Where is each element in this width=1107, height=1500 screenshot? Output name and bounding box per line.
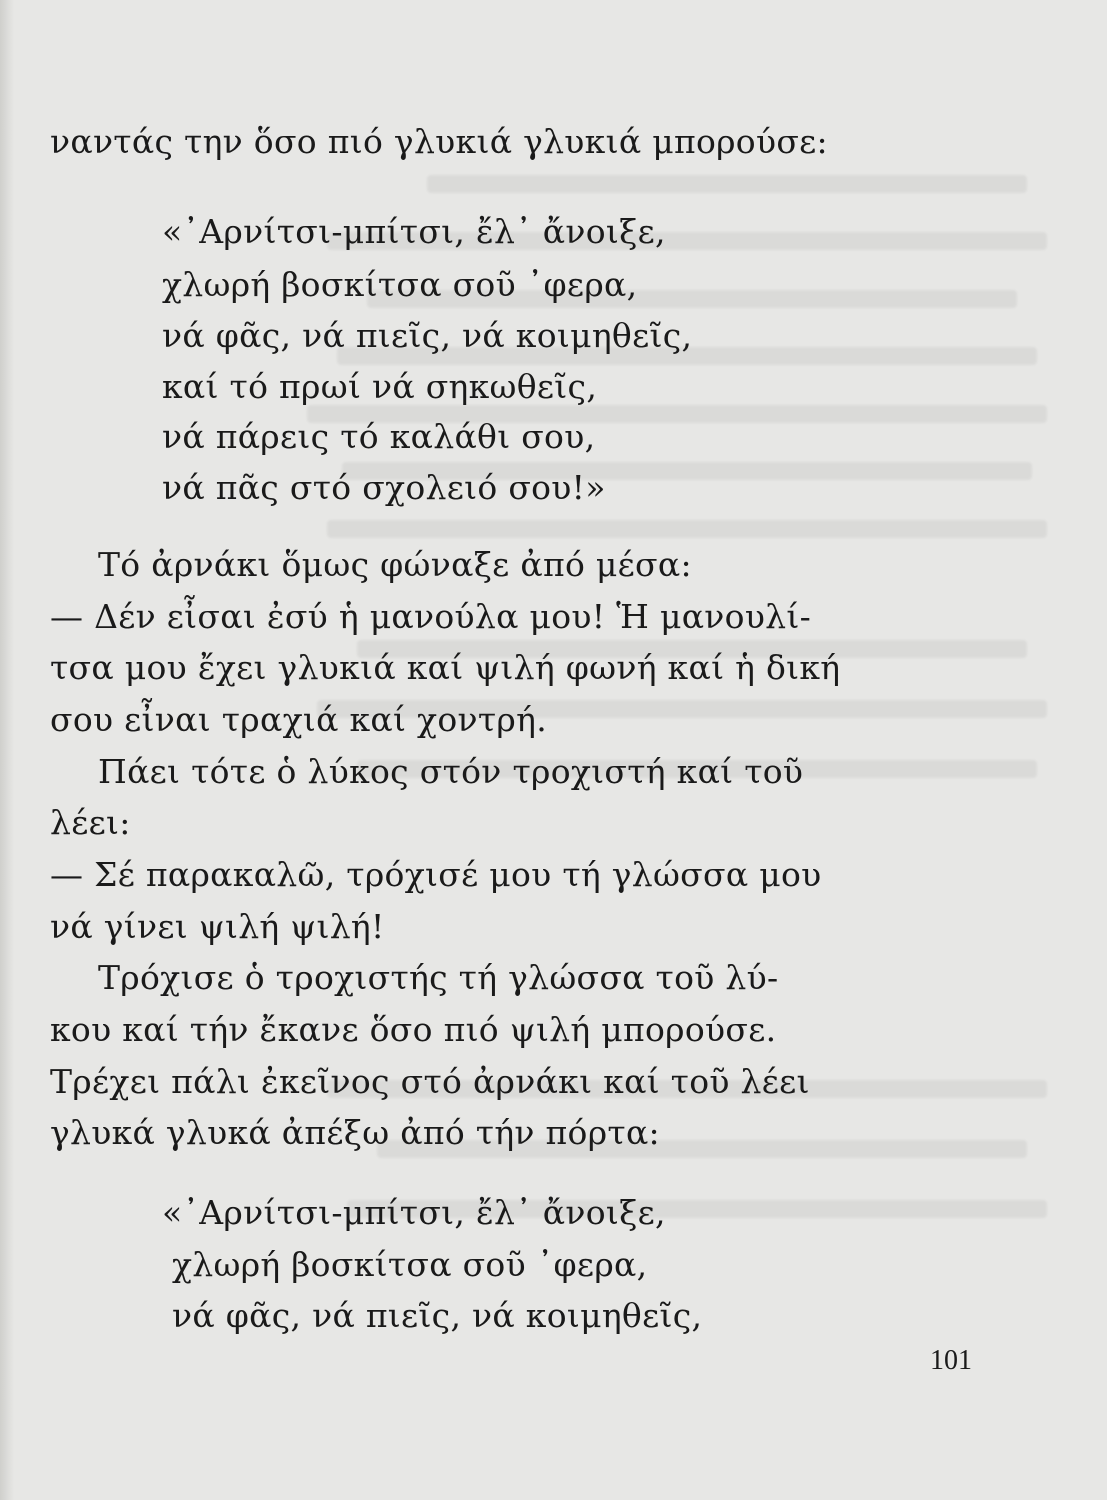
text-line: Τρόχισε ὁ τροχιστής τή γλώσσα τοῦ λύ- — [98, 958, 779, 997]
text-line: Τό ἀρνάκι ὅμως φώναξε ἀπό μέσα: — [98, 545, 692, 584]
verse-line: νά πάρεις τό καλάθι σου, — [162, 417, 596, 456]
verse-line: νά πᾶς στό σχολειό σου!» — [162, 468, 606, 507]
verse-line: χλωρή βοσκίτσα σοῦ ᾿φερα, — [162, 265, 638, 304]
text-line: τσα μου ἔχει γλυκιά καί ψιλή φωνή καί ἡ δική — [50, 648, 841, 687]
verse-line: «᾿Αρνίτσι-μπίτσι, ἔλ᾿ ἄνοιξε, — [162, 212, 666, 251]
text-line: σου εἶναι τραχιά καί χοντρή. — [50, 700, 547, 739]
text-line: κου καί τήν ἔκανε ὅσο πιό ψιλή μπορούσε. — [50, 1010, 777, 1049]
page-number: 101 — [930, 1345, 972, 1376]
verse-line: καί τό πρωί νά σηκωθεῖς, — [162, 367, 598, 406]
text-line: λέει: — [50, 803, 131, 842]
text-line: γλυκά γλυκά ἀπέξω ἀπό τήν πόρτα: — [50, 1113, 660, 1152]
verse-line: νά φᾶς, νά πιεῖς, νά κοιμηθεῖς, — [162, 316, 693, 355]
text-line: νά γίνει ψιλή ψιλή! — [50, 907, 385, 946]
text-line: ναντάς την ὅσο πιό γλυκιά γλυκιά μπορούσε: — [50, 122, 828, 161]
verse-line: χλωρή βοσκίτσα σοῦ ᾿φερα, — [172, 1245, 648, 1284]
text-line: Πάει τότε ὁ λύκος στόν τροχιστή καί τοῦ — [98, 752, 804, 791]
verse-line: «᾿Αρνίτσι-μπίτσι, ἔλ᾿ ἄνοιξε, — [162, 1193, 666, 1232]
text-line: — Σέ παρακαλῶ, τρόχισέ μου τή γλώσσα μου — [50, 855, 822, 894]
text-line: Τρέχει πάλι ἐκεῖνος στό ἀρνάκι καί τοῦ λέει — [50, 1062, 810, 1101]
text-line: — Δέν εἶσαι ἐσύ ἡ μανούλα μου! Ἡ μανουλί- — [50, 597, 812, 636]
verse-line: νά φᾶς, νά πιεῖς, νά κοιμηθεῖς, — [172, 1296, 703, 1335]
